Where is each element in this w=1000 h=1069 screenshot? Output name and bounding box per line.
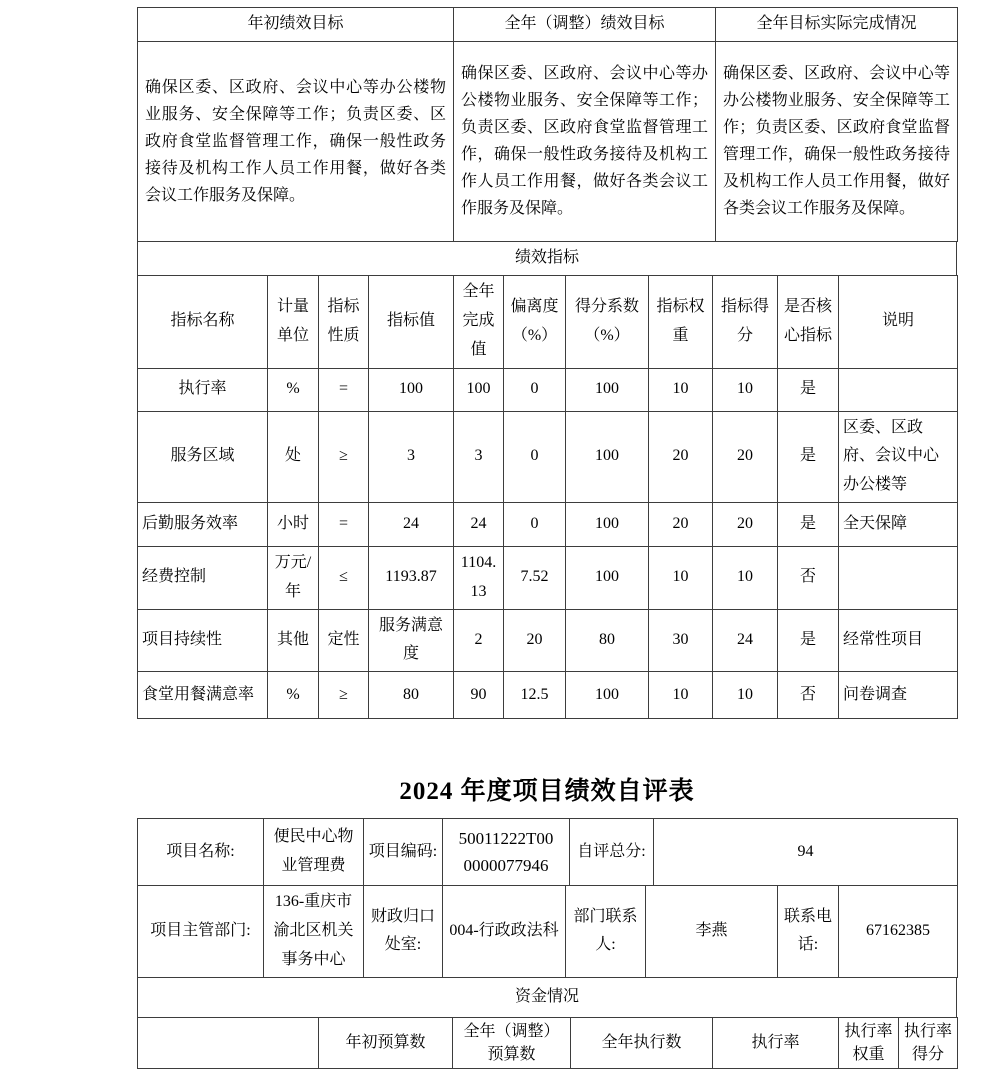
indicator-nature: ≥ xyxy=(319,411,369,502)
indicator-score: 10 xyxy=(713,546,778,609)
indicator-remark: 经常性项目 xyxy=(839,609,958,672)
goals-header-row xyxy=(138,8,958,42)
indicator-deviation: 7.52 xyxy=(504,546,566,609)
finance-office-value: 004-行政政法科 xyxy=(443,886,566,977)
dept-label: 项目主管部门: xyxy=(138,886,264,977)
indicator-target: 100 xyxy=(369,368,454,411)
indicator-remark: 问卷调查 xyxy=(839,672,958,719)
indicator-coefficient: 100 xyxy=(566,546,649,609)
goals-text-row xyxy=(138,41,958,241)
funding-col-executed: 全年执行数 xyxy=(571,1017,713,1068)
indicator-name: 食堂用餐满意率 xyxy=(138,672,268,719)
indicator-deviation: 0 xyxy=(504,502,566,546)
col-indicator-name: 指标名称 xyxy=(138,275,268,368)
self-score-value: 94 xyxy=(654,819,958,886)
indicator-row-execution-rate xyxy=(138,368,958,411)
col-weight: 指标权重 xyxy=(649,275,713,368)
indicator-completed: 2 xyxy=(454,609,504,672)
funding-section-title: 资金情况 xyxy=(138,977,957,1017)
indicator-deviation: 20 xyxy=(504,609,566,672)
project-name-label: 项目名称: xyxy=(138,819,264,886)
project-dept-row xyxy=(138,886,958,977)
indicator-coefficient: 100 xyxy=(566,672,649,719)
indicator-deviation: 0 xyxy=(504,368,566,411)
indicator-weight: 30 xyxy=(649,609,713,672)
indicators-section-title: 绩效指标 xyxy=(138,241,957,275)
indicator-completed: 3 xyxy=(454,411,504,502)
col-deviation: 偏离度（%） xyxy=(504,275,566,368)
indicator-coefficient: 80 xyxy=(566,609,649,672)
project-info-table-row2 xyxy=(137,885,958,977)
funding-band-row xyxy=(138,977,957,1017)
project-code-value: 50011222T000000077946 xyxy=(443,819,570,886)
goals-text-adjusted: 确保区委、区政府、会议中心等办公楼物业服务、安全保障等工作；负责区委、区政府食堂监督管理工作，确保一般性政务接待及机构工作人员工作用餐，做好各类会议工作服务及保障。 xyxy=(454,41,716,241)
indicator-deviation: 12.5 xyxy=(504,672,566,719)
funding-col-adjusted-budget: 全年（调整）预算数 xyxy=(453,1017,571,1068)
indicator-core: 是 xyxy=(778,368,839,411)
indicator-nature: = xyxy=(319,368,369,411)
indicator-score: 20 xyxy=(713,502,778,546)
indicator-remark xyxy=(839,546,958,609)
project-code-label: 项目编码: xyxy=(364,819,443,886)
indicator-nature: = xyxy=(319,502,369,546)
indicator-score: 10 xyxy=(713,672,778,719)
indicator-unit: 其他 xyxy=(268,609,319,672)
indicator-completed: 1104.13 xyxy=(454,546,504,609)
indicator-nature: ≤ xyxy=(319,546,369,609)
indicator-core: 否 xyxy=(778,546,839,609)
indicator-row-expense-control xyxy=(138,546,958,609)
page-title: 2024 年度项目绩效自评表 xyxy=(399,778,695,806)
indicator-score: 24 xyxy=(713,609,778,672)
indicator-weight: 20 xyxy=(649,411,713,502)
indicator-name: 项目持续性 xyxy=(138,609,268,672)
contact-value: 李燕 xyxy=(646,886,778,977)
col-core-indicator: 是否核心指标 xyxy=(778,275,839,368)
indicator-completed: 100 xyxy=(454,368,504,411)
indicator-weight: 10 xyxy=(649,672,713,719)
indicator-row-canteen-satisfaction xyxy=(138,672,958,719)
indicator-deviation: 0 xyxy=(504,411,566,502)
indicators-band-table xyxy=(137,241,957,276)
goals-text-initial: 确保区委、区政府、会议中心等办公楼物业服务、安全保障等工作；负责区委、区政府食堂监督管理工作，确保一般性政务接待及机构工作人员工作用餐，做好各类会议工作服务及保障。 xyxy=(138,41,454,241)
project-name-value: 便民中心物业管理费 xyxy=(264,819,364,886)
indicator-name: 执行率 xyxy=(138,368,268,411)
indicator-unit: 万元/年 xyxy=(268,546,319,609)
indicator-name: 后勤服务效率 xyxy=(138,502,268,546)
indicators-header-row xyxy=(138,275,958,368)
indicator-core: 否 xyxy=(778,672,839,719)
indicator-coefficient: 100 xyxy=(566,502,649,546)
goals-text-actual: 确保区委、区政府、会议中心等办公楼物业服务、安全保障等工作；负责区委、区政府食堂监督管理工作，确保一般性政务接待及机构工作人员工作用餐，做好各类会议工作服务及保障。 xyxy=(716,41,958,241)
indicator-score: 10 xyxy=(713,368,778,411)
indicator-target: 80 xyxy=(369,672,454,719)
indicator-name: 经费控制 xyxy=(138,546,268,609)
funding-header-row xyxy=(138,1017,958,1068)
contact-label: 部门联系人: xyxy=(566,886,646,977)
indicators-table xyxy=(137,275,958,720)
funding-col-empty xyxy=(138,1017,319,1068)
funding-col-rate-weight: 执行率权重 xyxy=(839,1017,899,1068)
col-target-value: 指标值 xyxy=(369,275,454,368)
project-info-table-row1 xyxy=(137,818,958,886)
finance-office-label: 财政归口处室: xyxy=(364,886,443,977)
col-score: 指标得分 xyxy=(713,275,778,368)
funding-band-table xyxy=(137,977,957,1018)
indicator-remark xyxy=(839,368,958,411)
indicator-nature: 定性 xyxy=(319,609,369,672)
indicator-score: 20 xyxy=(713,411,778,502)
col-completed-value: 全年完成值 xyxy=(454,275,504,368)
indicator-core: 是 xyxy=(778,411,839,502)
indicator-core: 是 xyxy=(778,502,839,546)
goals-header-actual: 全年目标实际完成情况 xyxy=(716,8,958,42)
funding-col-initial-budget: 年初预算数 xyxy=(319,1017,453,1068)
indicator-target: 24 xyxy=(369,502,454,546)
indicators-band-row xyxy=(138,241,957,275)
funding-col-execution-rate: 执行率 xyxy=(713,1017,839,1068)
col-unit: 计量单位 xyxy=(268,275,319,368)
indicator-coefficient: 100 xyxy=(566,411,649,502)
indicator-row-service-area xyxy=(138,411,958,502)
indicator-nature: ≥ xyxy=(319,672,369,719)
phone-value: 67162385 xyxy=(839,886,958,977)
funding-header-table xyxy=(137,1017,958,1069)
self-score-label: 自评总分: xyxy=(570,819,654,886)
indicator-weight: 10 xyxy=(649,546,713,609)
phone-label: 联系电话: xyxy=(778,886,839,977)
goals-table xyxy=(137,7,958,242)
col-nature: 指标性质 xyxy=(319,275,369,368)
indicator-core: 是 xyxy=(778,609,839,672)
indicator-target: 服务满意度 xyxy=(369,609,454,672)
document-page xyxy=(137,7,957,1069)
indicator-completed: 90 xyxy=(454,672,504,719)
indicator-row-project-sustainability xyxy=(138,609,958,672)
indicator-name: 服务区域 xyxy=(138,411,268,502)
indicator-unit: % xyxy=(268,672,319,719)
project-name-row xyxy=(138,819,958,886)
indicator-coefficient: 100 xyxy=(566,368,649,411)
indicator-target: 3 xyxy=(369,411,454,502)
goals-header-adjusted: 全年（调整）绩效目标 xyxy=(454,8,716,42)
col-score-coefficient: 得分系数（%） xyxy=(566,275,649,368)
dept-value: 136-重庆市渝北区机关事务中心 xyxy=(264,886,364,977)
indicator-remark: 区委、区政府、会议中心办公楼等 xyxy=(839,411,958,502)
goals-header-initial: 年初绩效目标 xyxy=(138,8,454,42)
funding-col-rate-score: 执行率得分 xyxy=(899,1017,958,1068)
indicator-unit: % xyxy=(268,368,319,411)
indicator-unit: 处 xyxy=(268,411,319,502)
indicator-unit: 小时 xyxy=(268,502,319,546)
indicator-weight: 10 xyxy=(649,368,713,411)
col-remark: 说明 xyxy=(839,275,958,368)
indicator-target: 1193.87 xyxy=(369,546,454,609)
indicator-remark: 全天保障 xyxy=(839,502,958,546)
indicator-completed: 24 xyxy=(454,502,504,546)
indicator-weight: 20 xyxy=(649,502,713,546)
indicator-row-logistics-efficiency xyxy=(138,502,958,546)
